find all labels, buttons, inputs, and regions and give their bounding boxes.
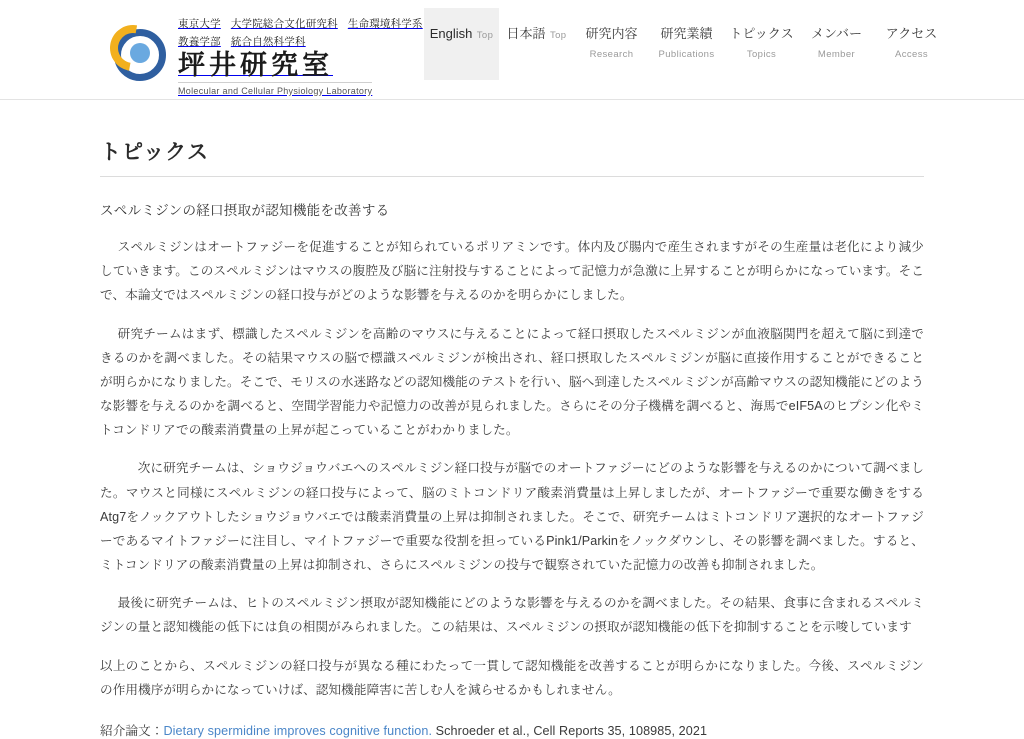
logo-lab-name-english: Molecular and Cellular Physiology Laboratory — [178, 82, 372, 96]
nav-item-access[interactable] — [874, 8, 949, 80]
nav-item-label-ja: 研究業績 — [660, 26, 713, 41]
reference-paper-link[interactable]: Dietary spermidine improves cognitive function. — [163, 723, 433, 738]
nav-item-topics[interactable] — [724, 8, 799, 80]
nav-item-label-en: Topics — [746, 48, 777, 60]
reference-citation: Schroeder et al., Cell Reports 35, 108985, 2021 — [432, 723, 708, 738]
nav-item-label-ja: English — [429, 26, 473, 41]
article-paragraph: 研究チームはまず、標識したスペルミジンを高齢のマウスに与えることによって経口摂取したスペルミジンが血液脳関門を超えて脳に到達できるのかを調べました。その結果マウスの脳で標識スペルミジンが検出され、経口摂取したスペルミジンが脳に直接作用することができることが明らかになりました。そこで、モリスの水迷路などの認知機能のテストを行い、脳へ到達したスペルミジンが高齢マウスの認知機能にどのような影響を与えるのかを調べると、空間学習能力や記憶力の改善が見られました。さらにその分子機構を調べると、海馬でeIF5Aのヒプシン化やミトコンドリアでの酸素消費量の上昇が起こっていることがわかりました。 — [100, 326, 924, 438]
nav-item-label-ja: アクセス — [885, 26, 938, 41]
main-content — [0, 100, 1024, 739]
logo-unit-line-top — [178, 18, 423, 30]
nav-item-label-en: Member — [817, 48, 856, 60]
nav-item-research[interactable] — [574, 8, 649, 80]
site-header — [0, 0, 1024, 100]
article-title: スペルミジンの経口摂取が認知機能を改善する — [100, 203, 390, 218]
article-paragraph: 次に研究チームは、ショウジョウバエへのスペルミジン経口投与が脳でのオートファジーにどのような影響を与えるのかについて調べました。マウスと同様にスペルミジンの経口投与によって、脳のミトコンドリア酸素消費量は上昇しましたが、オートファジーで重要な働きをするAtg7をノックアウトしたショウジョウバエでは酸素消費量の上昇は抑制されました。そこで、研究チームはミトコンドリア選択的なオートファジーであるマイトファジーに注目し、マイトファジーで重要な役割を担っているPink1/Parkinをノックダウンし、その影響を調べました。すると、ミトコンドリアの酸素消費量の上昇は抑制され、さらにスペルミジンの投与で観察されていた記憶力の改善も抑制されました。 — [100, 461, 924, 573]
laboratory-logo-icon — [108, 23, 172, 87]
logo-lab-name: 坪井研究室 — [178, 50, 333, 80]
nav-item-english[interactable] — [424, 8, 499, 80]
article-paragraph: 以上のことから、スペルミジンの経口投与が異なる種にわたって一貫して認知機能を改善することが明らかになりました。今後、スペルミジンの作用機序が明らかになっていけば、認知機能障害に苦しむ人を減らせるかもしれません。 — [100, 658, 924, 697]
article-paragraph: 最後に研究チームは、ヒトのスペルミジン摂取が認知機能にどのような影響を与えるのかを調べました。その結果、食事に含まれるスペルミジンの量と認知機能の低下には負の相関がみられました。この結果は、スペルミジンの摂取が認知機能の低下を抑制することを示唆しています — [100, 596, 925, 635]
nav-item-label-en: Top — [549, 30, 567, 41]
logo-text-block — [178, 10, 423, 99]
main-navigation — [424, 8, 949, 80]
reference-line — [100, 720, 924, 739]
nav-item-label-ja: メンバー — [810, 26, 863, 41]
nav-item-publications[interactable] — [649, 8, 724, 80]
nav-item-label-en: Research — [589, 48, 634, 60]
logo-faculty: 教養学部 — [178, 36, 221, 48]
nav-item-label-en: Publications — [658, 48, 715, 60]
logo-department-science: 生命環境科学系 — [347, 18, 423, 30]
nav-item-label-en: Top — [476, 30, 494, 41]
nav-item-label-en: Access — [894, 48, 929, 60]
nav-item-label-ja: 日本語 — [506, 26, 546, 41]
nav-item-label-ja: トピックス — [729, 26, 794, 41]
nav-item-label-ja: 研究内容 — [585, 26, 638, 41]
nav-item-member[interactable] — [799, 8, 874, 80]
logo-graduate-school: 大学院総合文化研究科 — [230, 18, 338, 30]
logo-unit-line-bottom — [178, 36, 306, 48]
nav-item-japanese[interactable] — [499, 8, 574, 80]
article-paragraph: スペルミジンはオートファジーを促進することが知られているポリアミンです。体内及び腸内で産生されますがその生産量は老化により減少していきます。このスペルミジンはマウスの腹腔及び脳に注射投与することによって記憶力が急激に上昇することが明らかになっています。そこで、本論文ではスペルミジンの経口投与がどのような影響を与えるのかを明らかにしました。 — [100, 240, 924, 303]
title-divider — [100, 176, 924, 177]
site-logo[interactable] — [0, 0, 423, 99]
reference-label: 紹介論文： — [100, 723, 164, 738]
page-title: トピックス — [100, 141, 209, 164]
logo-university: 東京大学 — [178, 18, 221, 30]
logo-division: 統合自然科学科 — [230, 36, 306, 48]
